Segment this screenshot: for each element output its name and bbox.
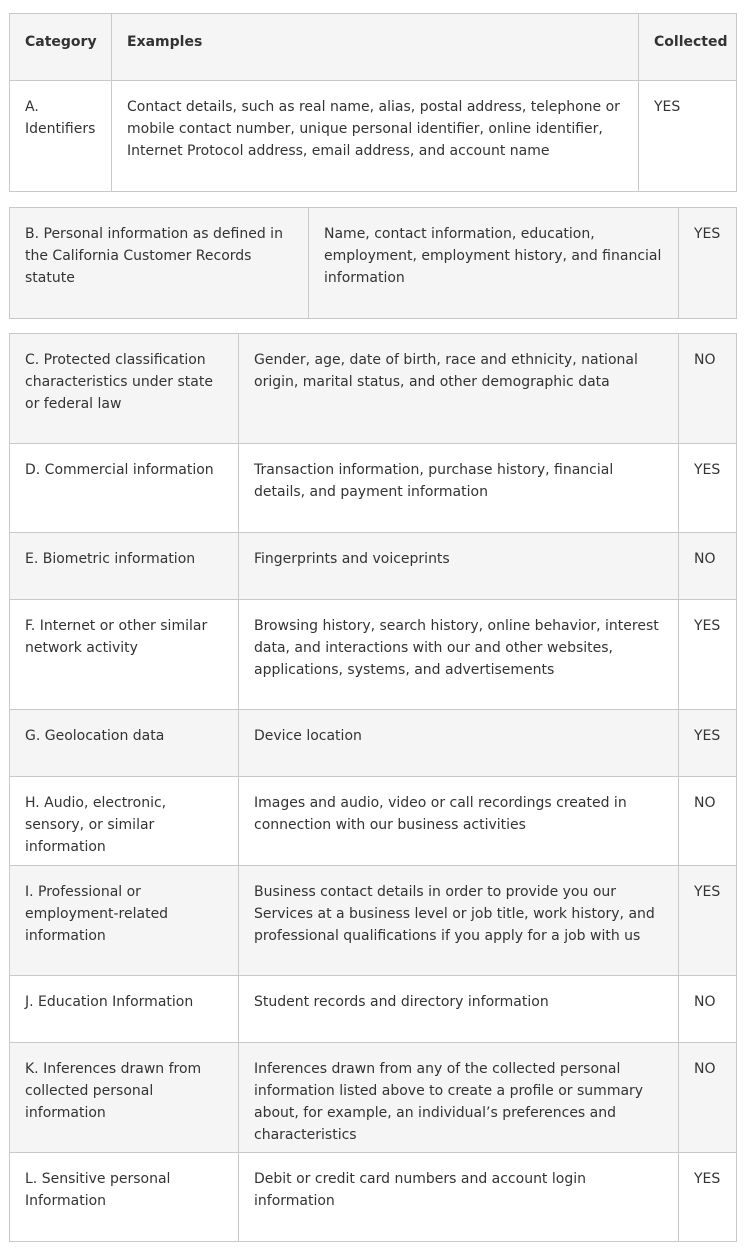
- row-examples: Images and audio, video or call recordings created in connection with our business activities: [239, 777, 679, 866]
- header-collected: Collected: [639, 14, 737, 81]
- row-collected: YES: [679, 444, 737, 533]
- row-category: E. Biometric information: [10, 533, 239, 600]
- row-category: I. Professional or employment-related information: [10, 866, 239, 976]
- table-row: [10, 777, 737, 866]
- row-category: C. Protected classification characteristics under state or federal law: [10, 334, 239, 444]
- row-examples: Name, contact information, education, employment, employment history, and financial information: [309, 208, 679, 319]
- row-collected: YES: [639, 81, 737, 192]
- row-examples: Contact details, such as real name, alias, postal address, telephone or mobile contact number, unique personal identifier, online identifier, Internet Protocol address, email address, and account name: [112, 81, 639, 192]
- row-examples: Inferences drawn from any of the collected personal information listed above to create a profile or summary about, for example, an individual’s preferences and characteristics: [239, 1043, 679, 1153]
- row-collected: NO: [679, 976, 737, 1043]
- row-examples: Fingerprints and voiceprints: [239, 533, 679, 600]
- table-row: [10, 208, 737, 319]
- header-category: Category: [10, 14, 112, 81]
- table-row: [10, 1153, 737, 1242]
- table-row: [10, 81, 737, 192]
- row-collected: YES: [679, 710, 737, 777]
- row-collected: NO: [679, 533, 737, 600]
- row-collected: YES: [679, 600, 737, 710]
- row-collected: NO: [679, 334, 737, 444]
- table-row: [10, 600, 737, 710]
- row-collected: NO: [679, 1043, 737, 1153]
- row-examples: Student records and directory information: [239, 976, 679, 1043]
- row-category: D. Commercial information: [10, 444, 239, 533]
- row-examples: Debit or credit card numbers and account login information: [239, 1153, 679, 1242]
- row-collected: YES: [679, 866, 737, 976]
- table-row: [10, 444, 737, 533]
- table-row: [10, 1043, 737, 1153]
- row-category: L. Sensitive personal Information: [10, 1153, 239, 1242]
- privacy-table-personal-info: [9, 207, 737, 319]
- row-category: K. Inferences drawn from collected personal information: [10, 1043, 239, 1153]
- table-row: [10, 533, 737, 600]
- row-examples: Business contact details in order to provide you our Services at a business level or job title, work history, and professional qualifications if you apply for a job with us: [239, 866, 679, 976]
- row-category: B. Personal information as defined in the California Customer Records statute: [10, 208, 309, 319]
- table-row: [10, 866, 737, 976]
- row-examples: Gender, age, date of birth, race and ethnicity, national origin, marital status, and other demographic data: [239, 334, 679, 444]
- privacy-table-categories: [9, 333, 737, 1242]
- header-examples: Examples: [112, 14, 639, 81]
- row-category: H. Audio, electronic, sensory, or similar information: [10, 777, 239, 866]
- table-row: [10, 334, 737, 444]
- privacy-table-identifiers: [9, 13, 737, 192]
- table-row: [10, 976, 737, 1043]
- row-collected: YES: [679, 1153, 737, 1242]
- row-collected: YES: [679, 208, 737, 319]
- table-header-row: [10, 14, 737, 81]
- row-category: G. Geolocation data: [10, 710, 239, 777]
- row-category: F. Internet or other similar network activity: [10, 600, 239, 710]
- row-examples: Browsing history, search history, online behavior, interest data, and interactions with our and other websites, applications, systems, and advertisements: [239, 600, 679, 710]
- row-examples: Device location: [239, 710, 679, 777]
- table-row: [10, 710, 737, 777]
- row-category: J. Education Information: [10, 976, 239, 1043]
- row-collected: NO: [679, 777, 737, 866]
- row-category: A. Identifiers: [10, 81, 112, 192]
- row-examples: Transaction information, purchase history, financial details, and payment information: [239, 444, 679, 533]
